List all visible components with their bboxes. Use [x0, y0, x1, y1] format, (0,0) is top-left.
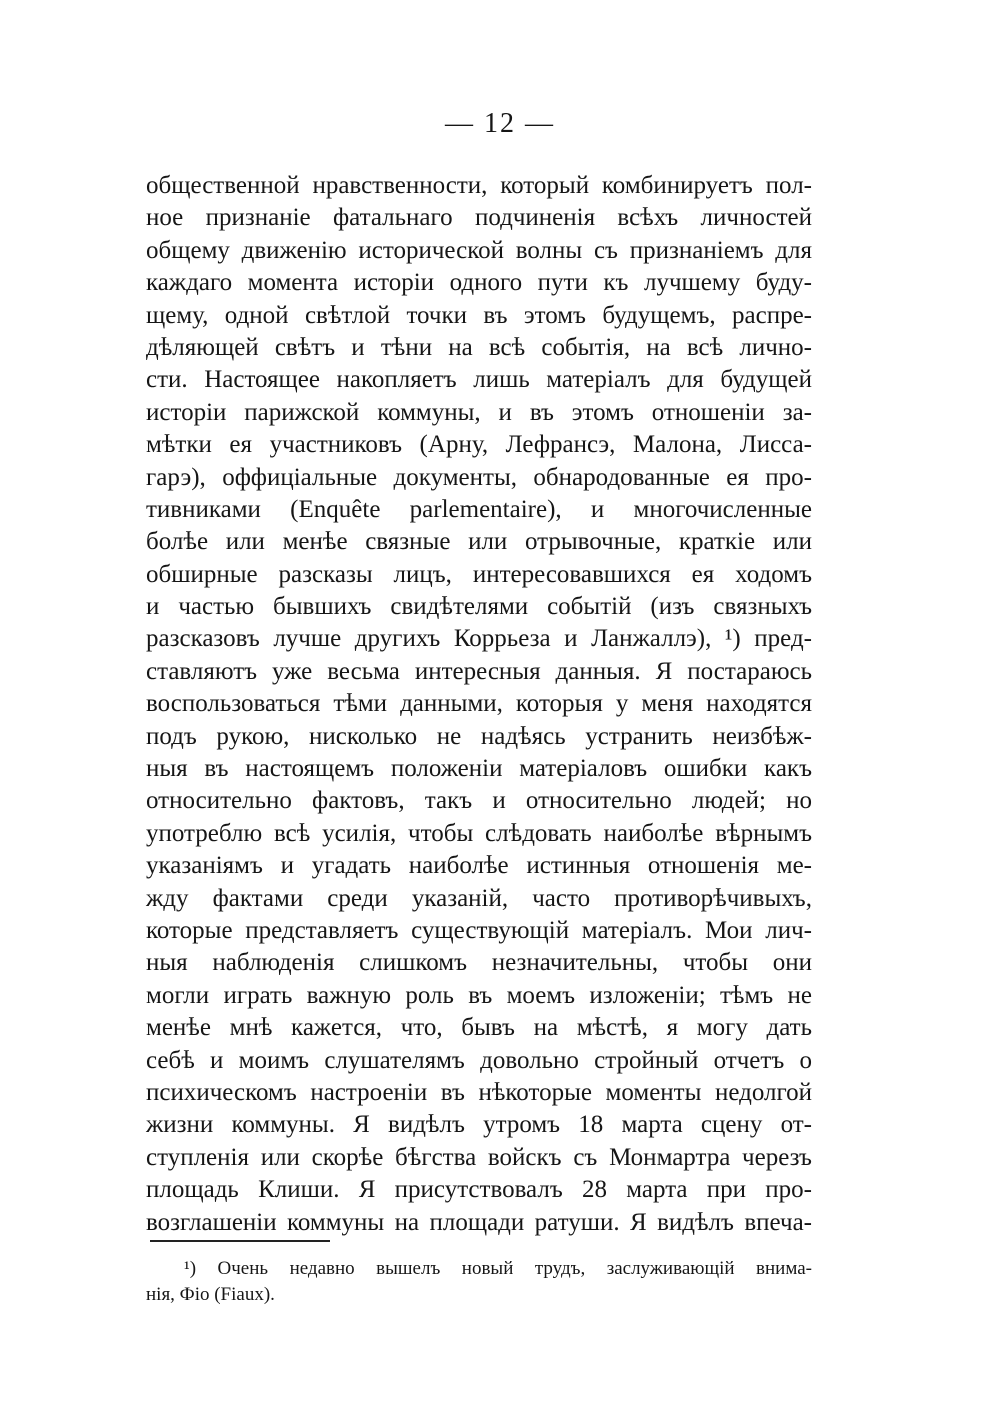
text-line: общему движенію исторической волны съ признаніемъ для: [146, 236, 812, 264]
footnote: [146, 1256, 812, 1308]
text-line: разсказовъ лучше другихъ Коррьеза и Ланжаллэ), ¹) пред-: [146, 625, 812, 653]
text-line: и частью бывшихъ свидѣтелями событій (изъ связныхъ: [146, 593, 812, 621]
footnote-line: ¹) Очень недавно вышелъ новый трудъ, заслуживающій внима-: [184, 1258, 812, 1279]
text-line: жду фактами среди указаній, часто противорѣчивыхъ,: [146, 884, 812, 912]
text-line: психическомъ настроеніи въ нѣкоторые моменты недолгой: [146, 1078, 812, 1106]
text-line: площадь Клиши. Я присутствовалъ 28 марта при про-: [146, 1176, 812, 1204]
text-line: щему, одной свѣтлой точки въ этомъ будущемъ, распре-: [146, 301, 812, 329]
text-line: ныя наблюденія слишкомъ незначительны, чтобы они: [146, 949, 812, 977]
text-line: мѣтки ея участниковъ (Арну, Лефрансэ, Малона, Лисса-: [146, 431, 812, 459]
text-line: тивниками (Enquête parlementaire), и многочисленные: [146, 495, 812, 523]
text-line: которые представляетъ существующій матеріалъ. Мои лич-: [146, 916, 812, 944]
footnote-line: нія, Фіо (Fiaux).: [146, 1284, 275, 1305]
text-line: возглашеніи коммуны на площади ратуши. Я видѣлъ впеча-: [146, 1208, 812, 1236]
text-line: сти. Настоящее накопляетъ лишь матеріалъ для будущей: [146, 366, 812, 394]
text-line: употреблю всѣ усилія, чтобы слѣдовать наиболѣе вѣрнымъ: [146, 819, 812, 847]
text-line: дѣляющей свѣтъ и тѣни на всѣ событія, на всѣ лично-: [146, 333, 812, 361]
text-line: подъ рукою, нисколько не надѣясь устранить неизбѣж-: [146, 722, 812, 750]
text-line: менѣе мнѣ кажется, что, бывъ на мѣстѣ, я могу дать: [146, 1014, 812, 1042]
text-line: жизни коммуны. Я видѣлъ утромъ 18 марта сцену от-: [146, 1111, 812, 1139]
text-line: указаніямъ и угадать наиболѣе истинныя отношенія ме-: [146, 852, 812, 880]
text-line: воспользоваться тѣми данными, которыя у меня находятся: [146, 690, 812, 718]
text-line: могли играть важную роль въ моемъ изложеніи; тѣмъ не: [146, 981, 812, 1009]
text-line: гарэ), оффиціальные документы, обнародованные ея про-: [146, 463, 812, 491]
page-number: — 12 —: [445, 108, 555, 139]
text-line: исторіи парижской коммуны, и въ этомъ отношеніи за-: [146, 398, 812, 426]
text-line: себѣ и моимъ слушателямъ довольно стройный отчетъ о: [146, 1046, 812, 1074]
text-line: каждаго момента исторіи одного пути къ лучшему буду-: [146, 269, 812, 297]
text-line: ставляютъ уже весьма интересныя данныя. Я постараюсь: [146, 657, 812, 685]
text-line: ступленія или скорѣе бѣгства войскъ съ Монмартра черезъ: [146, 1143, 812, 1171]
footnote-divider: [150, 1240, 330, 1242]
text-line: обширные разсказы лицъ, интересовавшихся ея ходомъ: [146, 560, 812, 588]
text-line: общественной нравственности, который комбинируетъ пол-: [146, 172, 812, 199]
text-line: болѣе или менѣе связные или отрывочные, краткіе или: [146, 528, 812, 556]
text-line: ное признаніе фатальнаго подчиненія всѣхъ личностей: [146, 204, 812, 232]
text-line: относительно фактовъ, такъ и относительно людей; но: [146, 787, 812, 815]
body-text: [146, 170, 812, 1239]
text-line: ныя въ настоящемъ положеніи матеріаловъ ошибки какъ: [146, 755, 812, 783]
